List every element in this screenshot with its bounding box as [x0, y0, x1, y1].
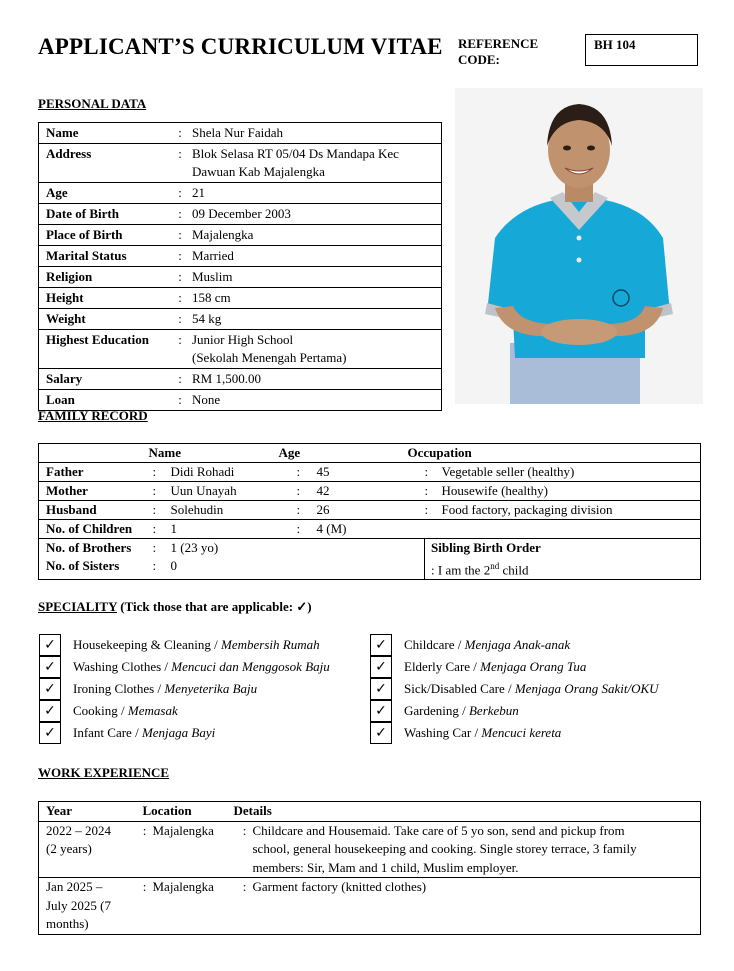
- speciality-item: [39, 722, 215, 744]
- checkbox[interactable]: [370, 722, 392, 744]
- family-header-name: Name: [148, 445, 181, 460]
- family-label: Husband: [39, 501, 153, 520]
- speciality-label-malay: Membersih Rumah: [221, 637, 320, 652]
- speciality-label: Sick/Disabled Care /: [404, 681, 515, 696]
- speciality-label-malay: Mencuci kereta: [481, 725, 562, 740]
- reference-code-box: BH 104: [585, 34, 698, 66]
- work-header-year: Year: [46, 803, 72, 818]
- speciality-item: [370, 634, 570, 656]
- personal-value-cell: [188, 369, 442, 390]
- reference-label: [458, 36, 538, 68]
- checkbox[interactable]: [370, 700, 392, 722]
- family-age: 42: [315, 482, 425, 501]
- birth-order-sup: nd: [490, 561, 500, 571]
- children-label: No. of Children: [39, 520, 153, 539]
- personal-value-cell: [188, 183, 442, 204]
- personal-value: Blok Selasa RT 05/04 Ds Mandapa Kec: [192, 146, 399, 161]
- speciality-label-malay: Memasak: [127, 703, 178, 718]
- reference-label-line1: REFERENCE: [458, 36, 539, 51]
- check-mark-icon: ✓: [44, 637, 56, 653]
- colon: :: [178, 290, 182, 305]
- checkbox[interactable]: [39, 722, 61, 744]
- family-label: Mother: [39, 482, 153, 501]
- check-mark-icon: ✓: [375, 637, 387, 653]
- colon: :: [178, 185, 182, 200]
- personal-value: 09 December 2003: [192, 206, 291, 221]
- personal-value-line2: (Sekolah Menengah Pertama): [192, 350, 347, 365]
- work-header-row: [39, 802, 701, 822]
- personal-value-cell: [188, 246, 442, 267]
- speciality-label: Housekeeping & Cleaning /: [73, 637, 222, 652]
- colon: :: [178, 248, 182, 263]
- colon: :: [178, 392, 182, 407]
- brothers-value: 1 (23 yo): [171, 539, 425, 558]
- personal-value: Muslim: [192, 269, 233, 284]
- family-row-sisters: [39, 557, 701, 580]
- birth-order-prefix: : I am the 2: [431, 562, 491, 578]
- family-row-children: [39, 520, 701, 539]
- personal-row: [39, 369, 442, 390]
- personal-row: [39, 225, 442, 246]
- colon: :: [297, 520, 315, 539]
- personal-row: [39, 288, 442, 309]
- speciality-label-malay: Mencuci dan Menggosok Baju: [171, 659, 330, 674]
- personal-label: Date of Birth: [46, 206, 119, 221]
- work-year: 2022 – 2024: [46, 822, 111, 838]
- speciality-item: [39, 678, 257, 700]
- personal-label: Loan: [46, 392, 75, 407]
- speciality-item: [370, 656, 586, 678]
- personal-label: Salary: [46, 371, 83, 386]
- work-row: [39, 878, 701, 935]
- sisters-label: No. of Sisters: [46, 558, 120, 573]
- sisters-value: 0: [170, 558, 177, 573]
- personal-value-cell: [188, 288, 442, 309]
- personal-value: Majalengka: [192, 227, 254, 242]
- personal-value: None: [192, 392, 221, 407]
- family-header-occupation: Occupation: [407, 445, 472, 460]
- personal-row: [39, 123, 442, 144]
- family-row-father: [39, 463, 701, 482]
- colon: :: [153, 539, 171, 558]
- personal-label: Height: [46, 290, 84, 305]
- work-details: school, general housekeeping and cooking. Single storey terrace, 3 family: [252, 841, 637, 856]
- colon: :: [425, 463, 442, 482]
- family-occupation: Housewife (healthy): [442, 482, 701, 501]
- personal-value-cell: [188, 123, 442, 144]
- family-row-husband: [39, 501, 701, 520]
- brothers-label: No. of Brothers: [39, 539, 153, 558]
- personal-data-table: [38, 122, 442, 411]
- children-age: 4 (M): [315, 520, 425, 539]
- work-header-location: Location: [142, 803, 192, 818]
- family-occupation: Food factory, packaging division: [442, 501, 701, 520]
- colon: :: [153, 463, 171, 482]
- work-location: Majalengka: [153, 878, 237, 935]
- personal-data-heading: PERSONAL DATA: [38, 96, 147, 111]
- personal-value: Married: [192, 248, 234, 263]
- checkbox[interactable]: [39, 634, 61, 656]
- personal-value-cell: [188, 144, 442, 183]
- speciality-label: Infant Care /: [73, 725, 142, 740]
- colon: :: [152, 558, 157, 573]
- work-details: members: Sir, Mam and 1 child, Muslim employer.: [252, 859, 519, 875]
- check-mark-icon: ✓: [44, 725, 56, 741]
- applicant-photo-illustration: [455, 88, 703, 404]
- family-name: Didi Rohadi: [171, 463, 297, 482]
- personal-row: [39, 309, 442, 330]
- personal-label: Place of Birth: [46, 227, 123, 242]
- colon: :: [153, 501, 171, 520]
- work-details: Childcare and Housemaid. Take care of 5 yo son, send and pickup from: [252, 822, 625, 838]
- page-title: APPLICANT’S CURRICULUM VITAE: [38, 34, 443, 59]
- checkbox[interactable]: [39, 678, 61, 700]
- personal-row: [39, 144, 442, 183]
- colon: :: [153, 482, 171, 501]
- personal-label: Highest Education: [46, 332, 149, 347]
- children-count: 1: [171, 520, 297, 539]
- birth-order-value: [425, 557, 701, 580]
- colon: :: [178, 269, 182, 284]
- personal-value: 21: [192, 185, 205, 200]
- personal-label: Name: [46, 125, 79, 140]
- family-header-age: Age: [278, 445, 301, 460]
- colon: :: [178, 206, 182, 221]
- family-header-row: [39, 444, 701, 463]
- colon: :: [237, 878, 253, 935]
- speciality-label: Elderly Care /: [404, 659, 481, 674]
- work-year: (2 years): [46, 841, 92, 856]
- work-year: Jan 2025 –: [46, 879, 103, 894]
- speciality-label-malay: Menjaga Bayi: [141, 725, 216, 740]
- family-name: Solehudin: [171, 501, 297, 520]
- work-location: Majalengka: [153, 821, 237, 878]
- colon: :: [178, 125, 182, 140]
- check-mark-icon: ✓: [375, 725, 387, 741]
- colon: :: [137, 821, 153, 878]
- speciality-label-malay: Menyeterika Baju: [164, 681, 258, 696]
- check-mark-icon: ✓: [44, 681, 56, 697]
- personal-row: [39, 204, 442, 225]
- checkbox[interactable]: [370, 634, 392, 656]
- colon: :: [297, 482, 315, 501]
- work-details: Garment factory (knitted clothes): [253, 878, 701, 935]
- checkbox[interactable]: [370, 656, 392, 678]
- personal-label: Marital Status: [46, 248, 127, 263]
- colon: :: [297, 501, 315, 520]
- personal-label: Religion: [46, 269, 93, 284]
- check-mark-icon: ✓: [375, 659, 387, 675]
- check-mark-icon: ✓: [375, 703, 387, 719]
- personal-row: [39, 330, 442, 369]
- check-mark-icon: ✓: [44, 659, 56, 675]
- reference-label-line2: CODE:: [458, 52, 500, 67]
- colon: :: [297, 463, 315, 482]
- check-mark-icon: ✓: [44, 703, 56, 719]
- check-mark-icon: ✓: [375, 681, 387, 697]
- personal-label: Address: [46, 146, 92, 161]
- personal-value: RM 1,500.00: [192, 371, 261, 386]
- colon: :: [425, 501, 442, 520]
- colon: :: [153, 520, 171, 539]
- personal-row: [39, 183, 442, 204]
- birth-order-label: Sibling Birth Order: [425, 539, 701, 558]
- colon: :: [178, 146, 182, 161]
- family-record-heading: FAMILY RECORD: [38, 408, 148, 423]
- speciality-label-malay: Menjaga Anak-anak: [464, 637, 571, 652]
- speciality-item: [370, 700, 519, 722]
- colon: :: [178, 371, 182, 386]
- personal-value-cell: [188, 225, 442, 246]
- speciality-label-malay: Menjaga Orang Sakit/OKU: [514, 681, 659, 696]
- family-age: 26: [315, 501, 425, 520]
- speciality-label: Ironing Clothes /: [73, 681, 165, 696]
- speciality-item: [39, 656, 330, 678]
- family-occupation: Vegetable seller (healthy): [442, 463, 701, 482]
- speciality-item: [39, 700, 178, 722]
- work-experience-heading: WORK EXPERIENCE: [38, 765, 170, 780]
- personal-value: Junior High School: [192, 332, 294, 347]
- applicant-photo: [455, 88, 703, 404]
- personal-row: [39, 246, 442, 267]
- personal-value: Shela Nur Faidah: [192, 125, 283, 140]
- checkbox[interactable]: [39, 700, 61, 722]
- speciality-note: (Tick those that are applicable: ✓): [120, 599, 312, 614]
- family-record-table: [38, 443, 701, 580]
- family-row-brothers: [39, 539, 701, 558]
- colon: :: [425, 482, 442, 501]
- work-row: [39, 821, 701, 878]
- family-row-mother: [39, 482, 701, 501]
- work-experience-table: [38, 801, 701, 935]
- speciality-label-malay: Menjaga Orang Tua: [480, 659, 587, 674]
- colon: :: [178, 311, 182, 326]
- speciality-label: Washing Clothes /: [73, 659, 172, 674]
- personal-value-line2: Dawuan Kab Majalengka: [192, 164, 325, 179]
- checkbox[interactable]: [39, 656, 61, 678]
- work-year: months): [46, 916, 89, 931]
- personal-value: 54 kg: [192, 311, 222, 326]
- speciality-label: Gardening /: [404, 703, 469, 718]
- personal-value-cell: [188, 267, 442, 288]
- checkbox[interactable]: [370, 678, 392, 700]
- work-header-details: Details: [233, 803, 272, 818]
- speciality-heading: SPECIALITY: [38, 599, 117, 614]
- speciality-label-malay: Berkebun: [468, 703, 519, 718]
- colon: :: [137, 878, 153, 935]
- speciality-label: Washing Car /: [404, 725, 482, 740]
- personal-value-cell: [188, 204, 442, 225]
- speciality-item: [370, 678, 659, 700]
- personal-value: 158 cm: [192, 290, 231, 305]
- personal-value-cell: [188, 390, 442, 411]
- colon: :: [178, 227, 182, 242]
- speciality-item: [370, 722, 561, 744]
- colon: :: [237, 821, 253, 878]
- speciality-heading-line: [38, 599, 312, 615]
- colon: :: [178, 332, 182, 347]
- speciality-label: Childcare /: [404, 637, 465, 652]
- personal-label: Weight: [46, 311, 86, 326]
- speciality-label: Cooking /: [73, 703, 128, 718]
- personal-label: Age: [46, 185, 68, 200]
- personal-row: [39, 267, 442, 288]
- speciality-item: [39, 634, 320, 656]
- family-label: Father: [39, 463, 153, 482]
- family-age: 45: [315, 463, 425, 482]
- personal-value-cell: [188, 330, 442, 369]
- family-name: Uun Unayah: [171, 482, 297, 501]
- work-year: July 2025 (7: [46, 897, 111, 913]
- birth-order-suffix: child: [499, 562, 529, 578]
- personal-value-cell: [188, 309, 442, 330]
